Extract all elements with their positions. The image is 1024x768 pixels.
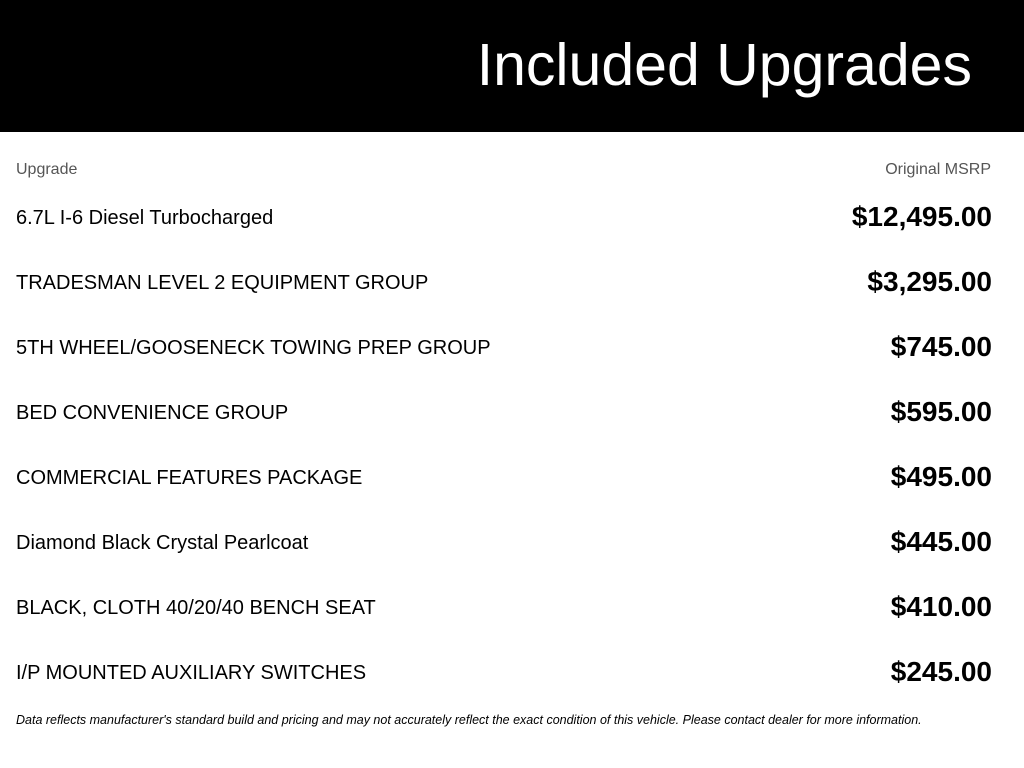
disclaimer-text: Data reflects manufacturer's standard build and pricing and may not accurately reflect the exact condition of this vehicle. Please contact dealer for more information. <box>16 713 922 727</box>
upgrade-name: COMMERCIAL FEATURES PACKAGE <box>16 467 363 489</box>
upgrade-price: $595.00 <box>890 396 992 427</box>
upgrade-name: BED CONVENIENCE GROUP <box>16 402 289 424</box>
upgrade-name: I/P MOUNTED AUXILIARY SWITCHES <box>16 662 367 684</box>
page-title: Included Upgrades <box>476 32 972 98</box>
column-header-msrp: Original MSRP <box>885 161 991 178</box>
table-row <box>16 445 992 510</box>
table-row <box>16 185 992 250</box>
table-row <box>16 510 992 575</box>
upgrade-price: $445.00 <box>890 526 992 557</box>
upgrade-name: 6.7L I-6 Diesel Turbocharged <box>16 207 274 229</box>
upgrade-price: $245.00 <box>890 656 992 687</box>
upgrade-price: $745.00 <box>890 331 992 362</box>
upgrade-name: TRADESMAN LEVEL 2 EQUIPMENT GROUP <box>16 272 429 294</box>
table-row <box>16 575 992 640</box>
upgrade-price: $3,295.00 <box>867 266 992 297</box>
upgrade-price: $495.00 <box>890 461 992 492</box>
header-banner <box>0 0 1024 132</box>
upgrade-price: $410.00 <box>890 591 992 622</box>
upgrade-name: 5TH WHEEL/GOOSENECK TOWING PREP GROUP <box>16 337 491 359</box>
upgrade-name: Diamond Black Crystal Pearlcoat <box>16 532 309 554</box>
table-row <box>16 380 992 445</box>
table-row <box>16 250 992 315</box>
table-row <box>16 640 992 705</box>
upgrade-name: BLACK, CLOTH 40/20/40 BENCH SEAT <box>16 597 376 619</box>
column-header-upgrade: Upgrade <box>16 161 78 178</box>
upgrade-price: $12,495.00 <box>851 201 992 232</box>
table-row <box>16 315 992 380</box>
upgrades-list <box>16 185 992 705</box>
